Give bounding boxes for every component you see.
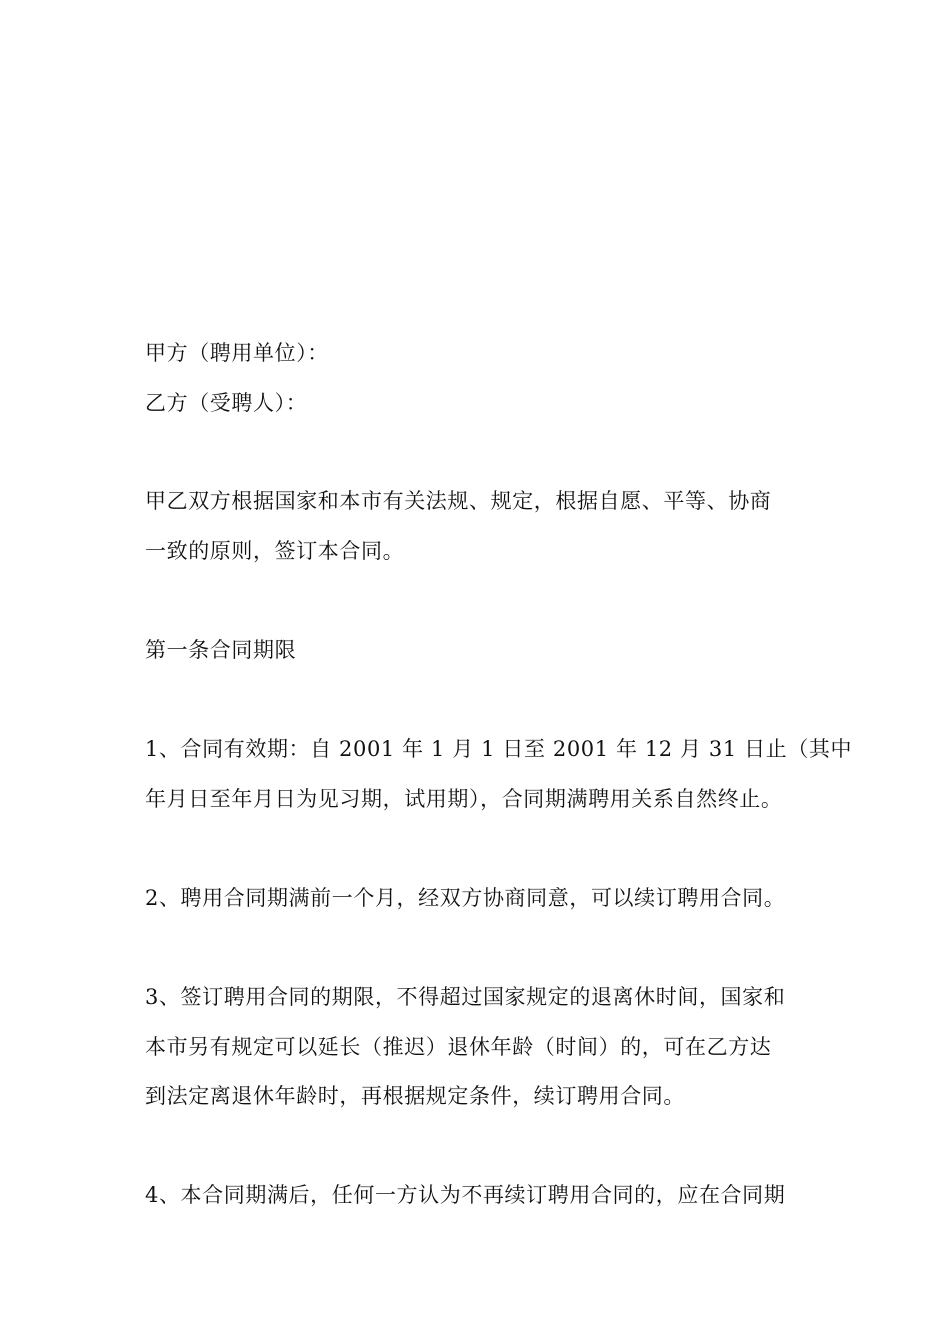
party-b-label: 乙方（受聘人）：: [145, 391, 308, 415]
clause-line: 本市另有规定可以延长（推迟）退休年龄（时间）的，可在乙方达: [145, 1035, 772, 1059]
clause-line: 4、本合同期满后，任何一方认为不再续订聘用合同的，应在合同期: [145, 1183, 786, 1207]
clause-line: 1、合同有效期：自 2001 年 1 月 1 日至 2001 年 12 月 31 日止（其中: [145, 737, 853, 761]
preamble-line: 一致的原则，签订本合同。: [145, 539, 405, 563]
clause-line: 2、聘用合同期满前一个月，经双方协商同意，可以续订聘用合同。: [145, 886, 786, 910]
party-a-label: 甲方（聘用单位）：: [145, 341, 329, 365]
article-1-heading: 第一条合同期限: [145, 638, 297, 662]
preamble-line: 甲乙双方根据国家和本市有关法规、规定，根据自愿、平等、协商: [145, 489, 772, 513]
clause-line: 年月日至年月日为见习期，试用期），合同期满聘用关系自然终止。: [145, 787, 783, 811]
clause-line: 3、签订聘用合同的期限，不得超过国家规定的退离休时间，国家和: [145, 985, 786, 1009]
clause-line: 到法定离退休年龄时，再根据规定条件，续订聘用合同。: [145, 1084, 685, 1108]
